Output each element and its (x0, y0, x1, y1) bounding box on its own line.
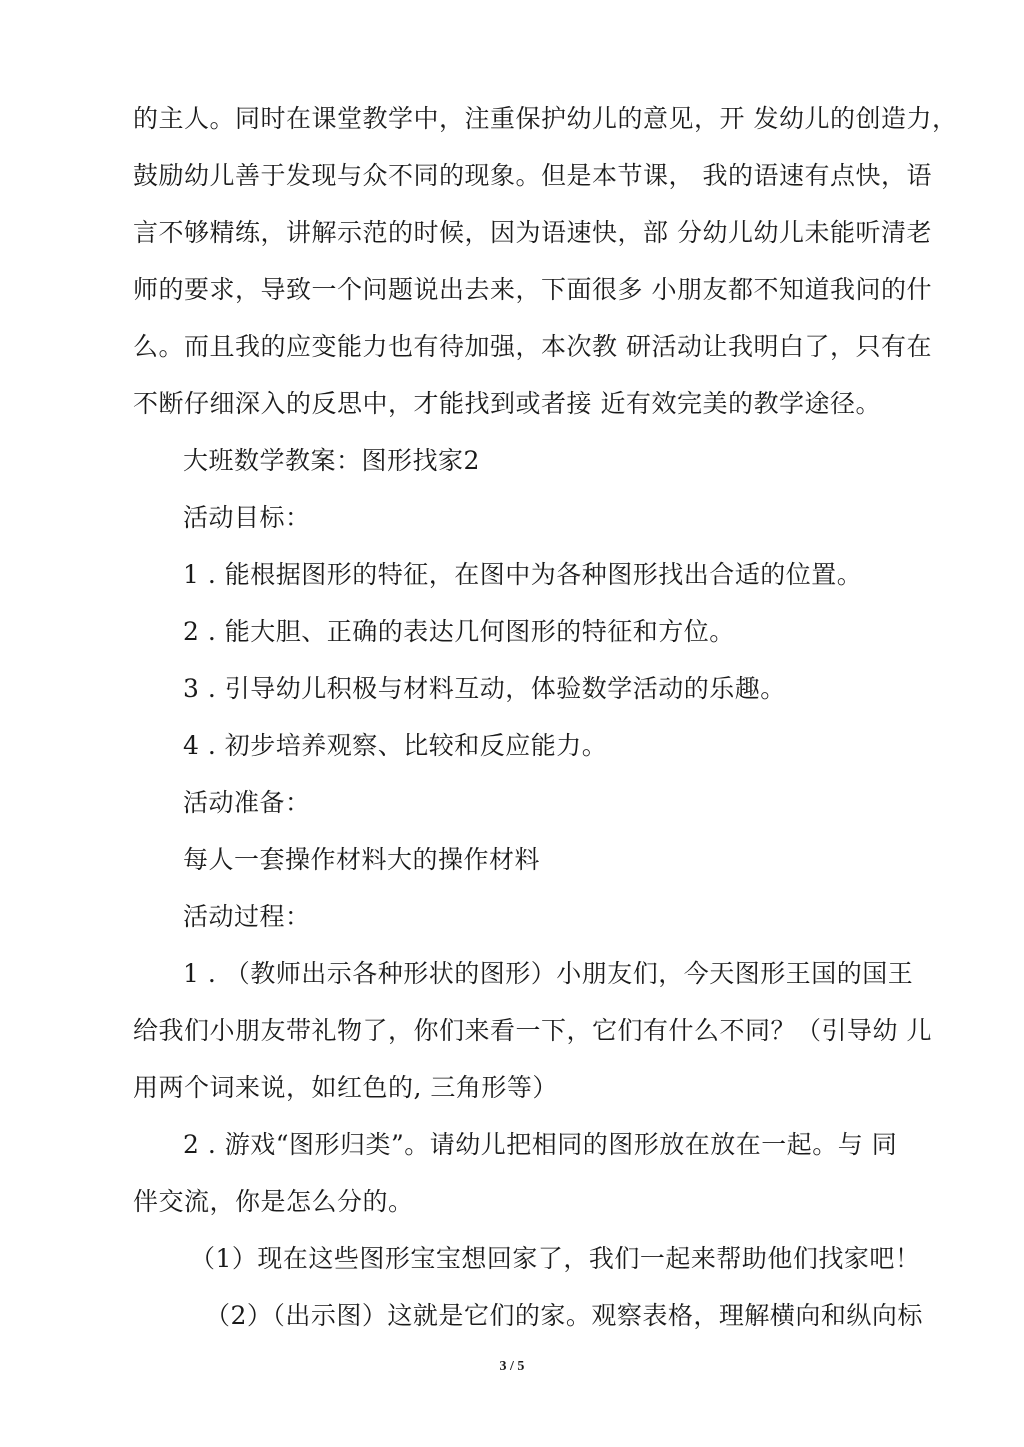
body-text-line: 的主人。同时在课堂教学中，注重保护幼儿的意见，开 发幼儿的创造力， (133, 104, 958, 133)
body-text-line: 言不够精练，讲解示范的时候，因为语速快，部 分幼儿幼儿未能听清老 (133, 218, 932, 247)
prep-heading: 活动准备： (183, 788, 311, 817)
sub-step-line: （2）（出示图）这就是它们的家。观察表格，理解横向和纵向标 (205, 1301, 923, 1330)
prep-text: 每人一套操作材料大的操作材料 (183, 845, 541, 874)
step-text-line: 给我们小朋友带礼物了，你们来看一下，它们有什么不同？（引导幼 儿 (133, 1016, 932, 1045)
step-text-line: 用两个词来说，如红色的, 三角形等） (133, 1073, 558, 1102)
body-text-line: 鼓励幼儿善于发现与众不同的现象。但是本节课， 我的语速有点快，语 (133, 161, 932, 190)
step-text-line: 伴交流，你是怎么分的。 (133, 1187, 414, 1216)
step-text-line: 1 . （教师出示各种形状的图形）小朋友们，今天图形王国的国王 (183, 959, 914, 988)
body-text-line: 师的要求，导致一个问题说出去来，下面很多 小朋友都不知道我问的什 (133, 275, 932, 304)
sub-step-line: （1）现在这些图形宝宝想回家了，我们一起来帮助他们找家吧！ (190, 1244, 921, 1273)
lesson-title: 大班数学教案：图形找家2 (183, 446, 480, 475)
goals-heading: 活动目标： (183, 503, 311, 532)
body-text-line: 么。而且我的应变能力也有待加强，本次教 研活动让我明白了，只有在 (133, 332, 932, 361)
goal-item: 3 . 引导幼儿积极与材料互动，体验数学活动的乐趣。 (183, 674, 786, 703)
goal-item: 1 . 能根据图形的特征，在图中为各种图形找出合适的位置。 (183, 560, 863, 589)
step-text-line: 2 . 游戏“图形归类”。请幼儿把相同的图形放在放在一起。与 同 (183, 1130, 898, 1159)
process-heading: 活动过程： (183, 902, 311, 931)
body-text-line: 不断仔细深入的反思中，才能找到或者接 近有效完美的教学途径。 (133, 389, 881, 418)
page-number: 3 / 5 (499, 1359, 525, 1374)
goal-item: 4 . 初步培养观察、比较和反应能力。 (183, 731, 608, 760)
goal-item: 2 . 能大胆、正确的表达几何图形的特征和方位。 (183, 617, 735, 646)
